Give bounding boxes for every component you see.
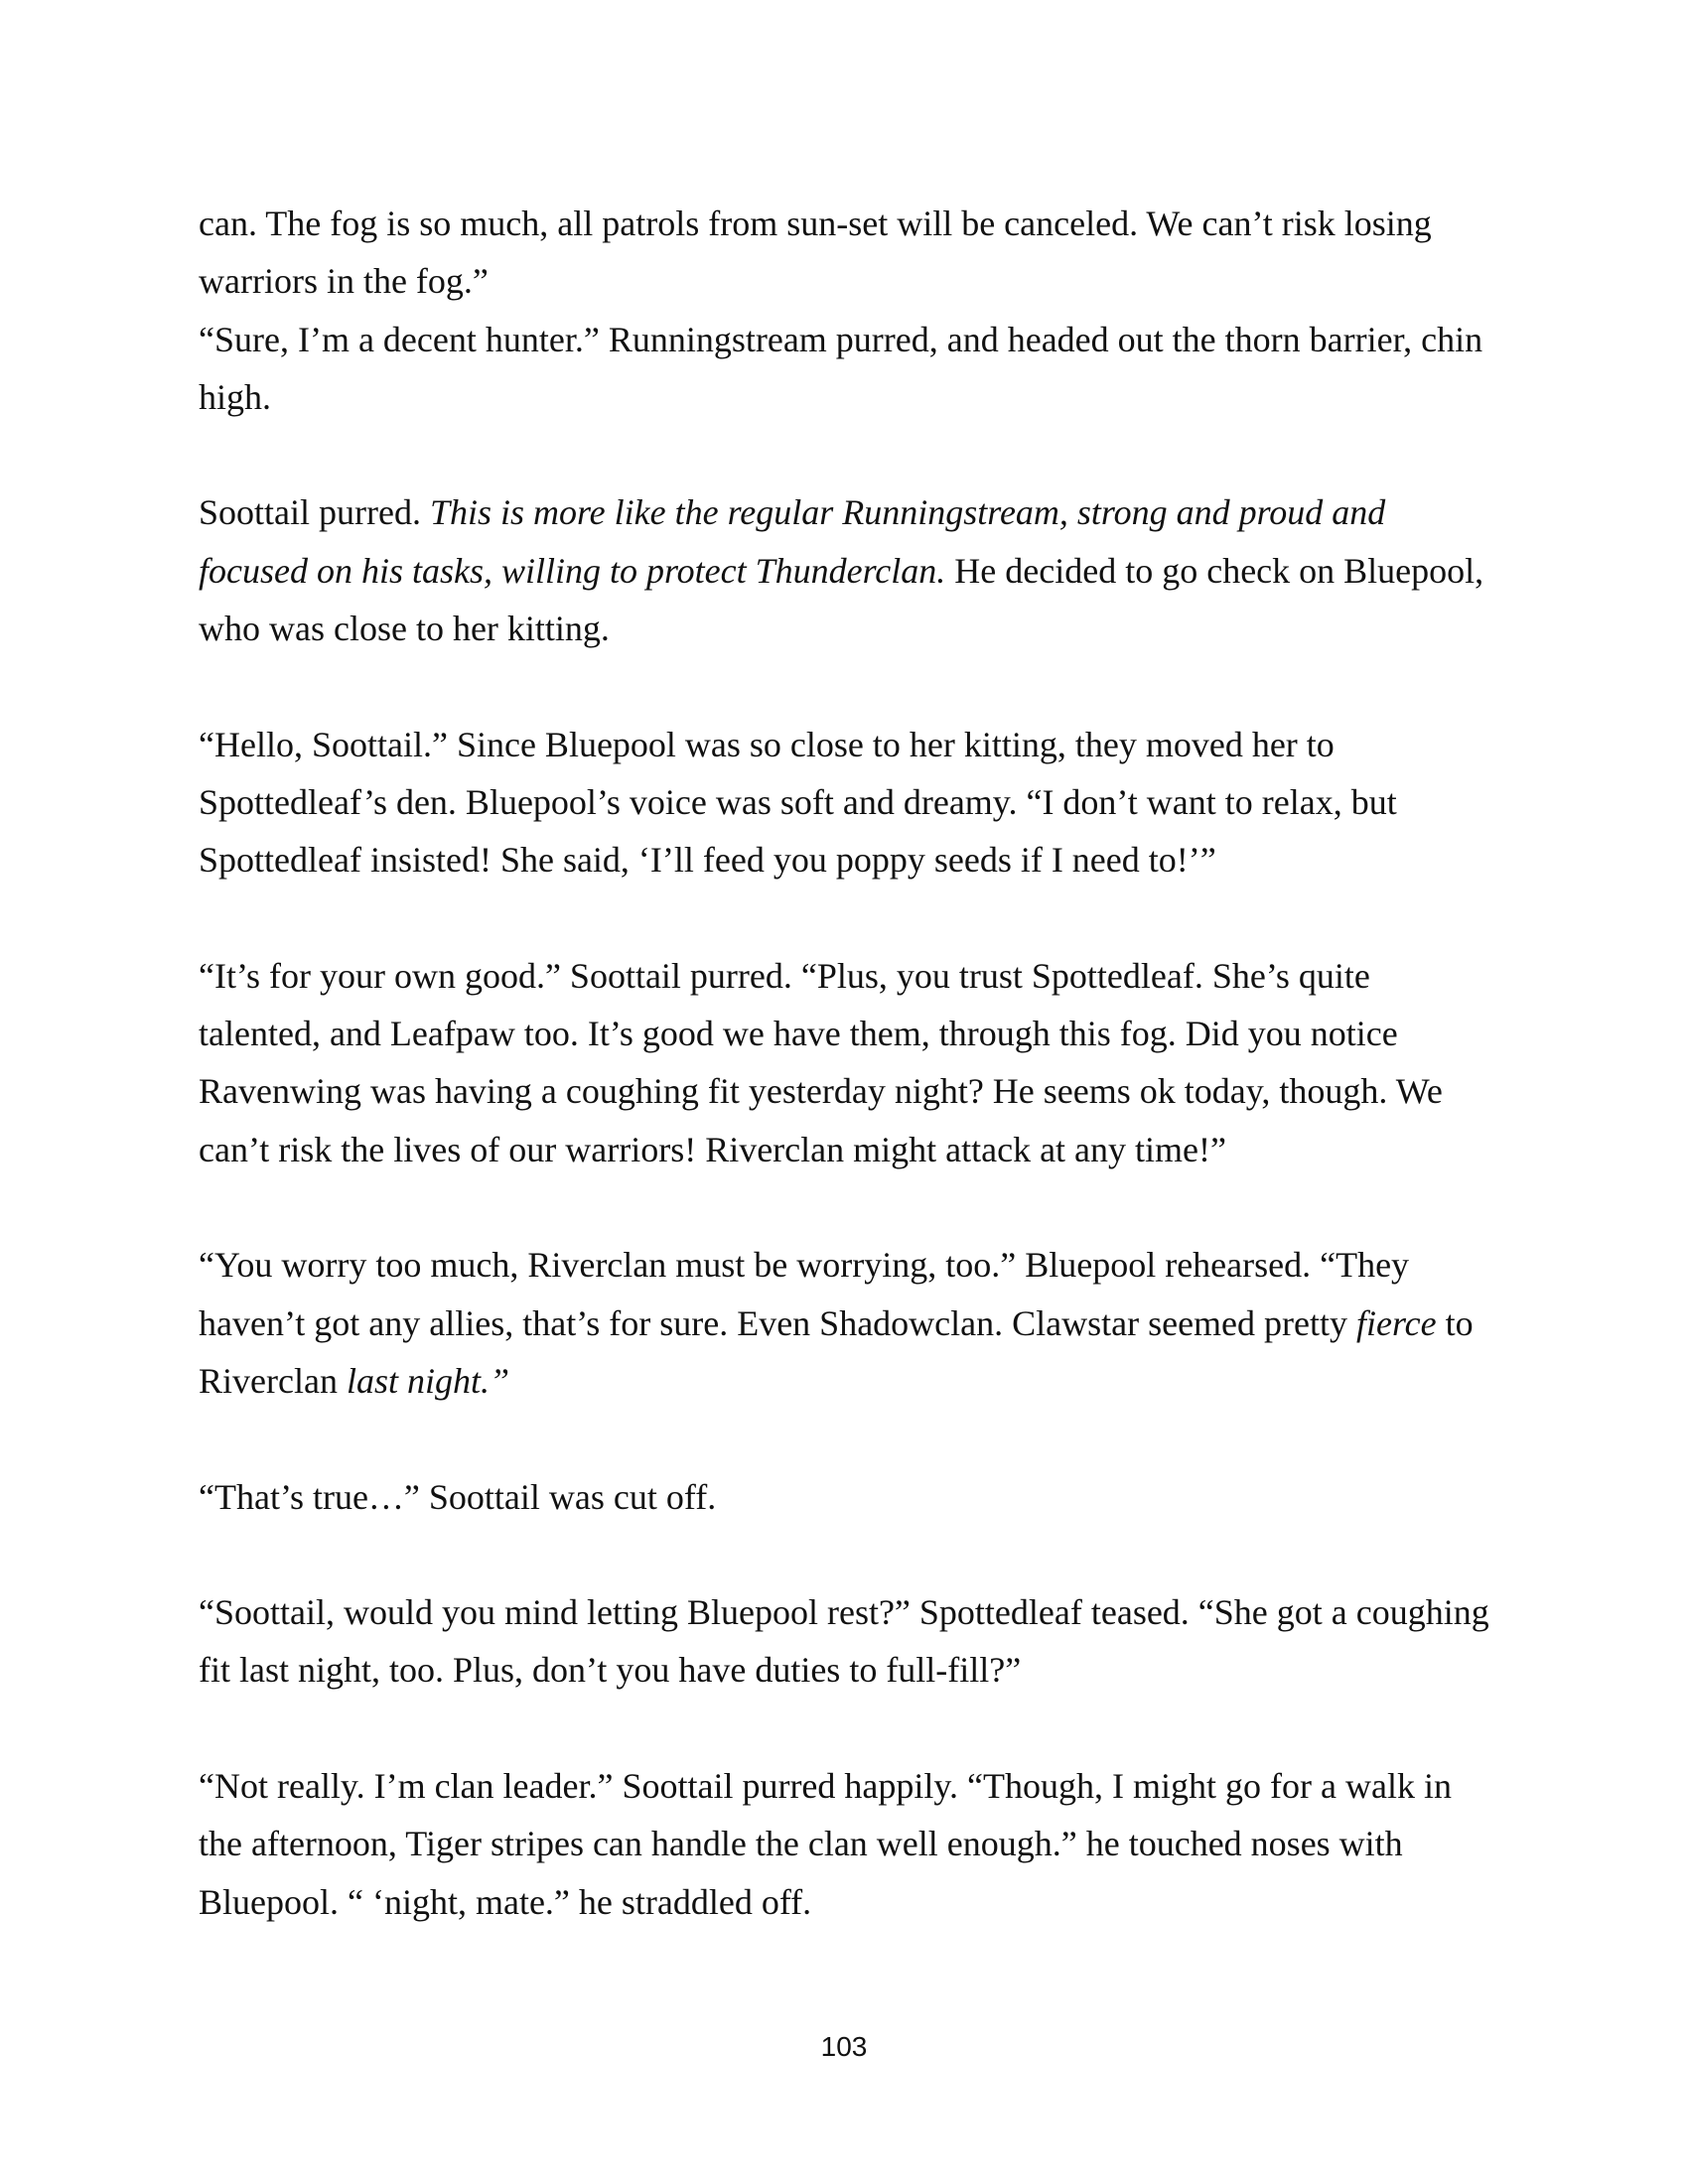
text-span: “Not really. I’m clan leader.” Soottail purred happily. “Though, I might go for a walk in the afternoon, Tiger stripes can handle the clan well enough.” he touched noses with Bluepool. “ ‘night, mate.” he straddled off.: [199, 1766, 1452, 1922]
text-span: “Soottail, would you mind letting Bluepool rest?” Spottedleaf teased. “She got a coughing fit last night, too. Plus, don’t you have duties to full-fill?”: [199, 1592, 1489, 1691]
italic-emphasis: fierce: [1356, 1302, 1437, 1343]
text-span: “That’s true…” Soottail was cut off.: [199, 1476, 717, 1517]
paragraph-4: [199, 716, 1489, 889]
italic-thought: This is more like the regular Runningstream, strong and proud and focused on his tasks, willing to protect Thunderclan.: [199, 492, 1386, 591]
text-span: “You worry too much, Riverclan must be worrying, too.” Bluepool rehearsed. “They haven’t got any allies, that’s for sure. Even Shadowclan. Clawstar seemed pretty: [199, 1245, 1410, 1343]
paragraph-5: [199, 947, 1489, 1178]
italic-emphasis: last night.”: [346, 1360, 509, 1401]
paragraph-9: [199, 1757, 1489, 1931]
paragraph-7: [199, 1468, 1489, 1526]
text-span: He decided to go check on Bluepool, who was close to her kitting.: [199, 550, 1484, 649]
paragraph-3: [199, 483, 1489, 657]
text-span: “It’s for your own good.” Soottail purred. “Plus, you trust Spottedleaf. She’s quite talented, and Leafpaw too. It’s good we have them, through this fog. Did you notice Ravenwing was having a coughing fit yesterday night? He seems ok today, though. We can’t risk the lives of our warriors! Riverclan might attack at any time!”: [199, 955, 1443, 1169]
text-span: to Riverclan: [199, 1302, 1474, 1401]
paragraph-1: [199, 195, 1489, 311]
text-span: “Sure, I’m a decent hunter.” Runningstream purred, and headed out the thorn barrier, chin high.: [199, 319, 1483, 417]
body-text: [199, 195, 1489, 1988]
text-span: Soottail purred.: [199, 492, 430, 533]
paragraph-6: [199, 1236, 1489, 1410]
paragraph-8: [199, 1583, 1489, 1700]
text-span: can. The fog is so much, all patrols from sun-set will be canceled. We can’t risk losing warriors in the fog.”: [199, 204, 1432, 302]
text-span: “Hello, Soottail.” Since Bluepool was so close to her kitting, they moved her to Spottedleaf’s den. Bluepool’s voice was soft and dreamy. “I don’t want to relax, but Spottedleaf insisted! She said, ‘I’ll feed you poppy seeds if I need to!’”: [199, 724, 1397, 881]
paragraph-2: [199, 311, 1489, 427]
page-number: 103: [820, 2031, 868, 2062]
